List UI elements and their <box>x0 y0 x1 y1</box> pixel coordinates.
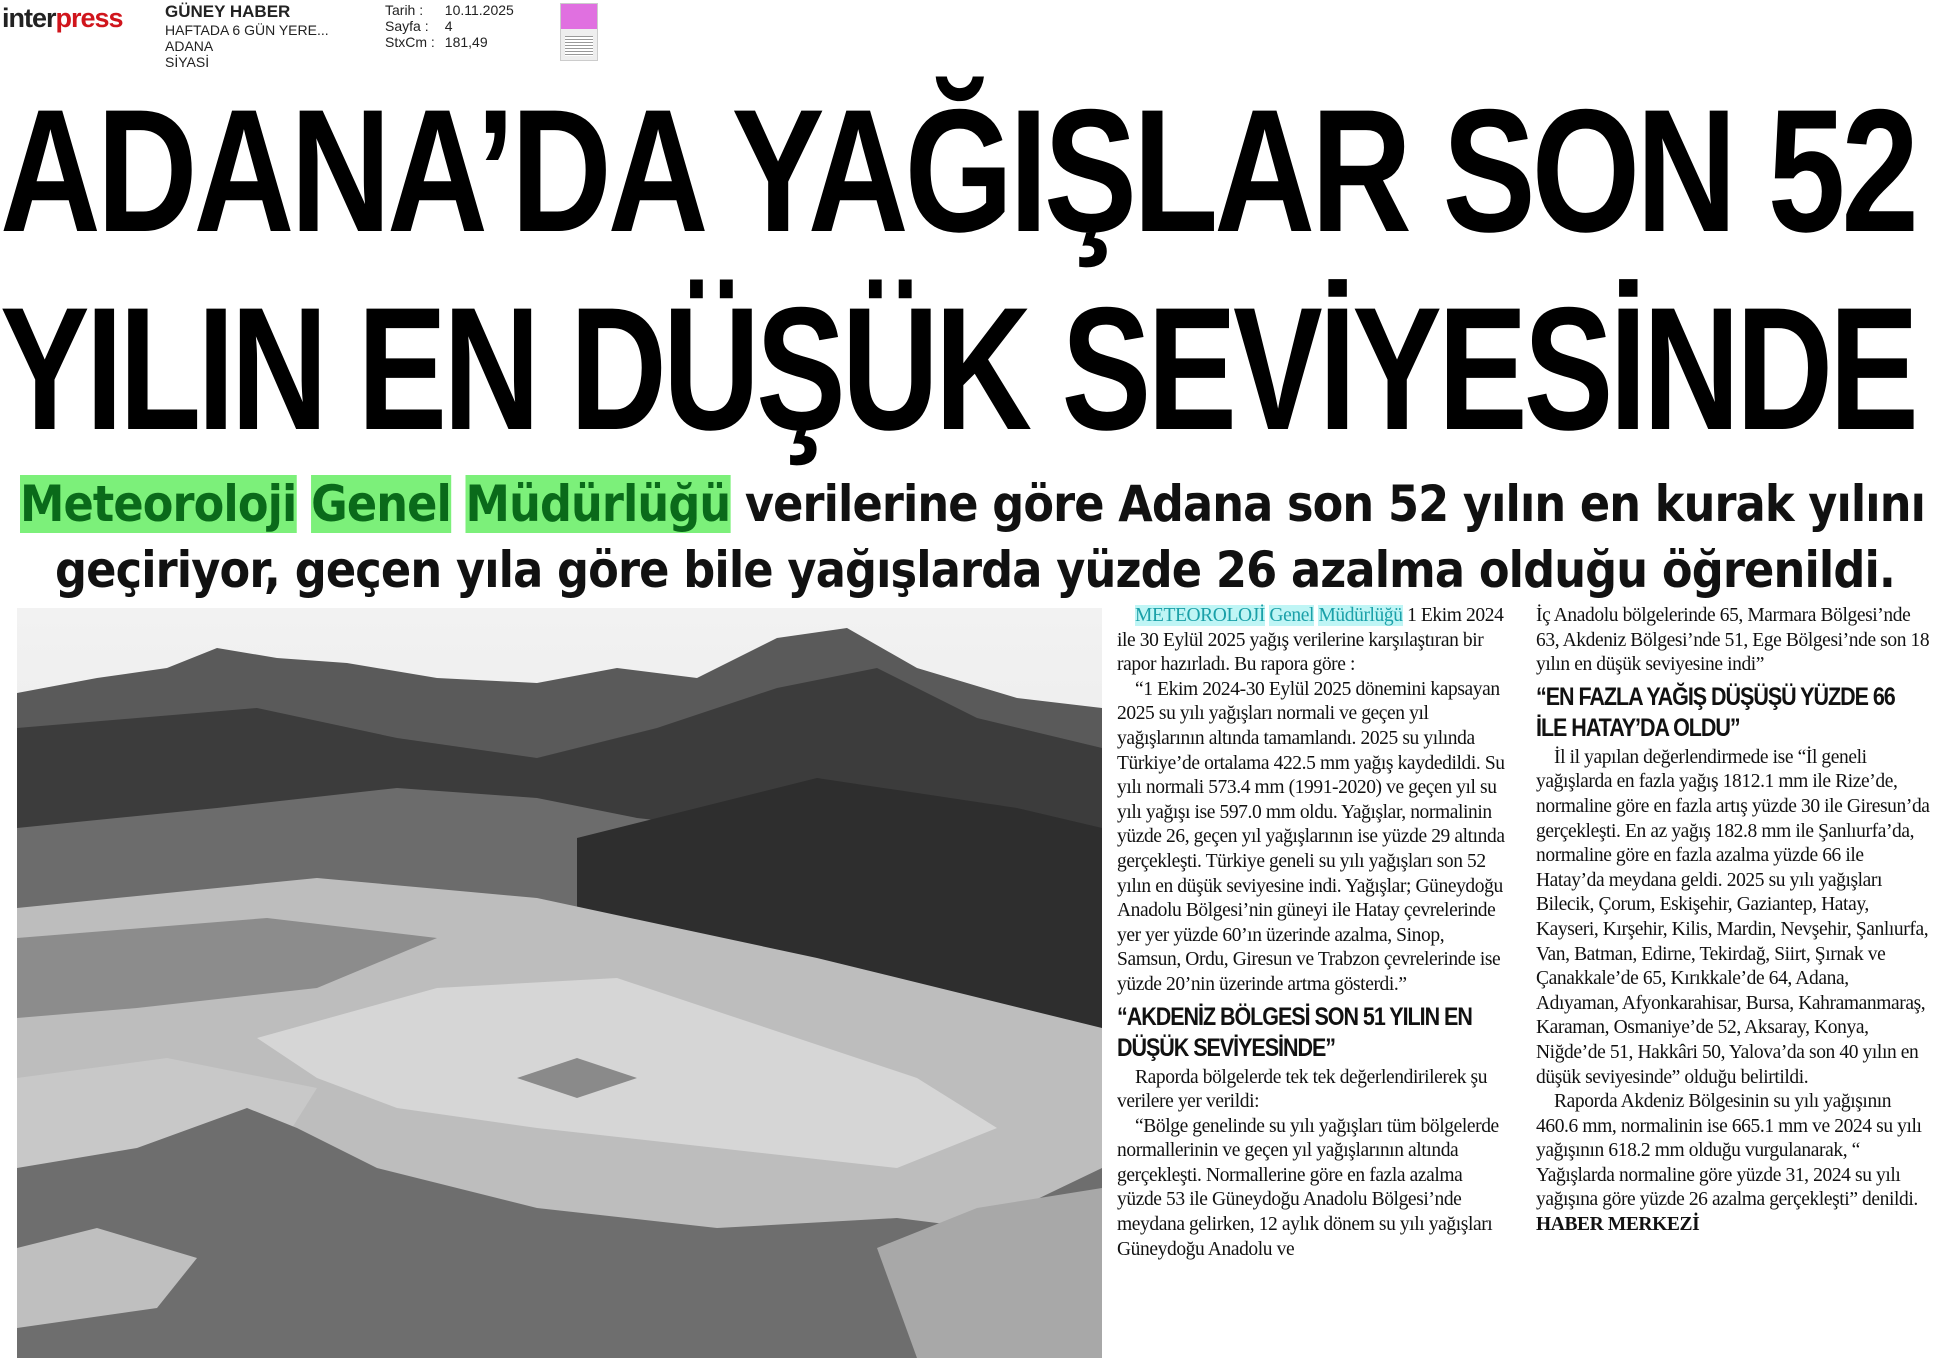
logo-text-red: press <box>55 3 123 33</box>
meta-date: 10.11.2025 <box>444 2 514 18</box>
article-column-1 <box>1117 604 1509 1262</box>
subhead-text: verilerine göre Adana son 52 yılın en kurak yılını <box>730 475 1925 533</box>
reservoir-drought-photo <box>17 608 1102 1358</box>
interpress-logo <box>2 2 123 34</box>
subheadline-line-1 <box>20 474 1925 534</box>
meta-stxcm: 181,49 <box>444 34 488 50</box>
page-thumbnail[interactable] <box>560 3 598 61</box>
highlight: Müdürlüğü <box>465 475 731 533</box>
logo-text: inter <box>2 3 56 33</box>
meta-label: Sayfa : <box>385 18 429 34</box>
highlight: METEOROLOJİ <box>1135 605 1265 626</box>
highlight: Genel <box>1269 605 1314 626</box>
clip-meta <box>385 2 524 50</box>
subheadline-line-2: geçiriyor, geçen yıla göre bile yağışlarda yüzde 26 azalma olduğu öğrenildi. <box>55 541 1895 599</box>
article-column-2 <box>1536 604 1930 1238</box>
publication-frequency: HAFTADA 6 GÜN YERE... <box>165 22 329 38</box>
publication-info <box>165 2 329 70</box>
highlight: Müdürlüğü <box>1318 605 1403 626</box>
headline-line-1: ADANA’DA YAĞIŞLAR SON 52 <box>0 74 1915 269</box>
paragraph: İç Anadolu bölgelerinde 65, Marmara Bölgesi’nde 63, Akdeniz Bölgesi’nde 51, Ege Bölgesi’nde son 18 yılın en düşük seviyesine indi” <box>1536 605 1930 676</box>
paragraph: “1 Ekim 2024-30 Eylül 2025 dönemini kapsayan 2025 su yılı yağışları normali ve geçen yıl yağışlarının altında tamamlandı. 2025 su yılında Türkiye’de ortalama 422.5 mm yağış kaydedildi. Su yılı normali 573.4 mm (1991-2020) ve geçen yıl su yılı yağışı ise 597.0 mm oldu. Yağışlar, normalinin yüzde 26, geçen yıl yağışlarının ise yüzde 29 altında gerçekleşti. Türkiye geneli su yılı yağışları son 52 yılın en düşük seviyesine indi. Yağışlar; Güneydoğu Anadolu Bölgesi’nin güneyi ile Hatay çevrelerinde yer yer yüzde 60’ın üzerinde azalma, Sinop, Samsun, Ordu, Giresun ve Trabzon çevrelerinde ise yüzde 20’nin üzerinde artma gösterdi.” <box>1117 678 1505 995</box>
highlight: Genel <box>311 475 451 533</box>
paragraph: Raporda bölgelerde tek tek değerlendirilerek şu verilere yer verildi: <box>1117 1066 1488 1113</box>
paragraph: “Bölge genelinde su yılı yağışları tüm bölgelerde normallerinin ve geçen yıl yağışlarının altında gerçekleşti. Normallerine göre en fazla azalma yüzde 53 ile Güneydoğu Anadolu Bölgesi’nde meydana gelirken, 12 aylık dönem su yılı yağışları Güneydoğu Anadolu ve <box>1117 1115 1499 1260</box>
meta-label: Tarih : <box>385 2 424 18</box>
highlight: Meteoroloji <box>20 475 297 533</box>
paragraph: 1 Ekim 2024 ile 30 Eylül 2025 yağış verilerine karşılaştıran bir rapor hazırladı. Bu rapora göre : <box>1117 605 1504 676</box>
meta-page: 4 <box>444 18 453 34</box>
meta-label: StxCm : <box>385 34 435 50</box>
headline-line-2: YILIN EN DÜŞÜK SEVİYESİNDE <box>0 272 1915 467</box>
paragraph: İl il yapılan değerlendirmede ise “İl geneli yağışlarda en fazla yağış 1812.1 mm ile Rize’de, normaline göre en fazla artış yüzde 30 ile Giresun’da gerçekleşti. En az yağış 182.8 mm ile Şanlıurfa’da, normaline göre en fazla azalma yüzde 66 ile Hatay’da meydana geldi. 2025 su yılı yağışları Bilecik, Çorum, Eskişehir, Gaziantep, Hatay, Kayseri, Kırşehir, Kilis, Mardin, Nevşehir, Şanlıurfa, Van, Batman, Edirne, Tekirdağ, Siirt, Şırnak ve Çanakkale’de 65, Kırıkkale’de 64, Adana, Adıyaman, Afyonkarahisar, Bursa, Kahramanmaraş, Karaman, Osmaniye’de 52, Aksaray, Konya, Niğde’de 51, Hakkâri 50, Yalova’da son 40 yılın en düşük seviyesinde” olduğu belirtildi. <box>1536 746 1930 1088</box>
publication-city: ADANA <box>165 38 214 54</box>
publication-name: GÜNEY HABER <box>165 2 291 21</box>
publication-category: SİYASİ <box>165 54 210 70</box>
section-heading: “EN FAZLA YAĞIŞ DÜŞÜŞÜ YÜZDE 66 İLE HATAY’DA OLDU” <box>1536 682 1895 742</box>
byline: HABER MERKEZİ <box>1536 1214 1700 1236</box>
section-heading: “AKDENİZ BÖLGESİ SON 51 YILIN EN DÜŞÜK SEVİYESİNDE” <box>1117 1002 1472 1062</box>
paragraph: Raporda Akdeniz Bölgesinin su yılı yağışının 460.6 mm, normalinin ise 665.1 mm ve 2024 su yılı yağışının 618.2 mm olduğu vurgulanarak, “ Yağışlarda normaline göre yüzde 31, 2024 su yılı yağışına göre yüzde 26 azalma gerçekleşti” denildi. <box>1536 1091 1922 1211</box>
